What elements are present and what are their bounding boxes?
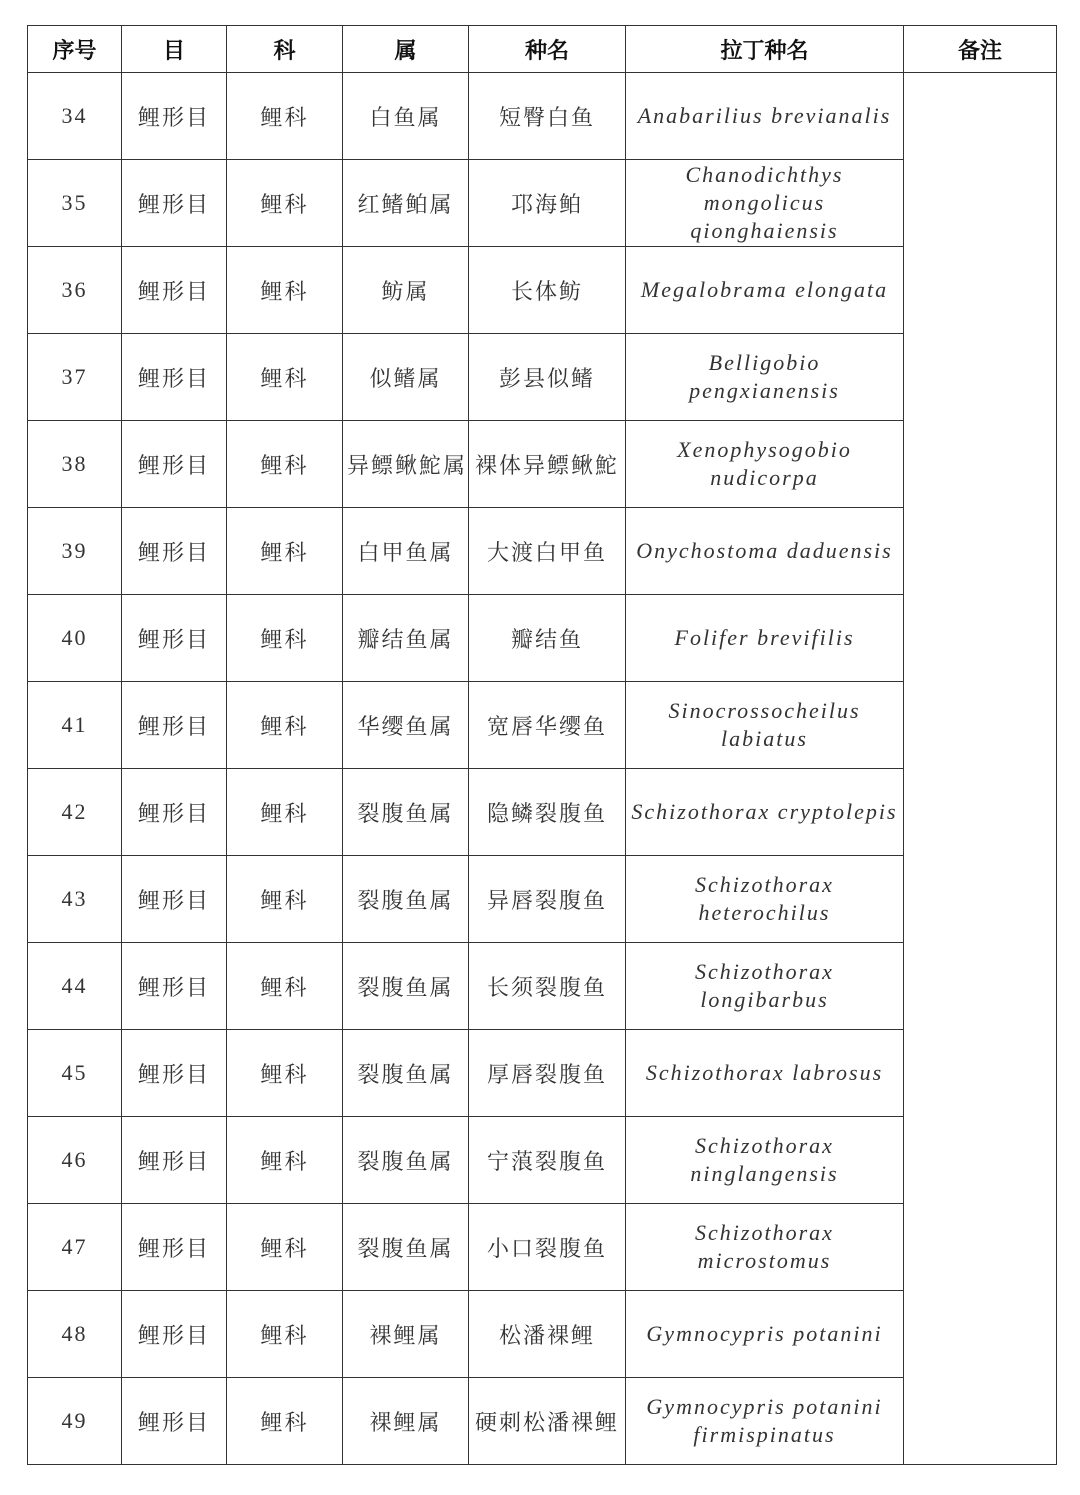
cell-species: 瓣结鱼 — [469, 595, 626, 682]
table-row — [28, 247, 1057, 334]
cell-latin-name: Gymnocypris potanini — [626, 1291, 904, 1378]
cell-order: 鲤形目 — [122, 1291, 227, 1378]
cell-genus: 鲂属 — [343, 247, 469, 334]
cell-order: 鲤形目 — [122, 160, 227, 247]
table-row — [28, 1204, 1057, 1291]
cell-index: 44 — [28, 943, 122, 1030]
cell-genus: 瓣结鱼属 — [343, 595, 469, 682]
cell-family: 鲤科 — [227, 1204, 343, 1291]
cell-order: 鲤形目 — [122, 334, 227, 421]
header-index: 序号 — [28, 26, 122, 73]
species-table — [27, 25, 1057, 1465]
cell-genus: 异鳔鳅鮀属 — [343, 421, 469, 508]
cell-genus: 红鳍鲌属 — [343, 160, 469, 247]
cell-order: 鲤形目 — [122, 508, 227, 595]
cell-genus: 白鱼属 — [343, 73, 469, 160]
table-row — [28, 1378, 1057, 1465]
cell-species: 松潘裸鲤 — [469, 1291, 626, 1378]
cell-order: 鲤形目 — [122, 1030, 227, 1117]
cell-order: 鲤形目 — [122, 247, 227, 334]
cell-index: 41 — [28, 682, 122, 769]
cell-family: 鲤科 — [227, 73, 343, 160]
cell-order: 鲤形目 — [122, 856, 227, 943]
cell-family: 鲤科 — [227, 943, 343, 1030]
table-row — [28, 508, 1057, 595]
cell-order: 鲤形目 — [122, 1204, 227, 1291]
cell-family: 鲤科 — [227, 247, 343, 334]
cell-index: 39 — [28, 508, 122, 595]
cell-index: 45 — [28, 1030, 122, 1117]
cell-latin-name: Chanodichthys mongolicus qionghaiensis — [626, 160, 904, 247]
cell-genus: 裸鲤属 — [343, 1291, 469, 1378]
cell-index: 46 — [28, 1117, 122, 1204]
cell-latin-name: Megalobrama elongata — [626, 247, 904, 334]
cell-latin-name: Schizothorax cryptolepis — [626, 769, 904, 856]
table-row — [28, 1291, 1057, 1378]
cell-order: 鲤形目 — [122, 73, 227, 160]
cell-latin-name: Anabarilius brevianalis — [626, 73, 904, 160]
cell-genus: 裂腹鱼属 — [343, 1030, 469, 1117]
table-row — [28, 856, 1057, 943]
header-genus: 属 — [343, 26, 469, 73]
cell-order: 鲤形目 — [122, 1378, 227, 1465]
cell-order: 鲤形目 — [122, 1117, 227, 1204]
cell-order: 鲤形目 — [122, 943, 227, 1030]
cell-order: 鲤形目 — [122, 769, 227, 856]
cell-species: 异唇裂腹鱼 — [469, 856, 626, 943]
cell-family: 鲤科 — [227, 334, 343, 421]
cell-latin-name: Onychostoma daduensis — [626, 508, 904, 595]
cell-species: 硬刺松潘裸鲤 — [469, 1378, 626, 1465]
cell-order: 鲤形目 — [122, 682, 227, 769]
cell-index: 43 — [28, 856, 122, 943]
cell-genus: 裂腹鱼属 — [343, 856, 469, 943]
cell-family: 鲤科 — [227, 595, 343, 682]
cell-order: 鲤形目 — [122, 421, 227, 508]
cell-species: 长须裂腹鱼 — [469, 943, 626, 1030]
cell-remark — [904, 73, 1057, 1465]
cell-genus: 裂腹鱼属 — [343, 943, 469, 1030]
cell-family: 鲤科 — [227, 1291, 343, 1378]
cell-species: 宁蒗裂腹鱼 — [469, 1117, 626, 1204]
cell-family: 鲤科 — [227, 1030, 343, 1117]
cell-latin-name: Xenophysogobio nudicorpa — [626, 421, 904, 508]
cell-family: 鲤科 — [227, 508, 343, 595]
cell-genus: 裂腹鱼属 — [343, 1204, 469, 1291]
header-latin-name: 拉丁种名 — [626, 26, 904, 73]
cell-latin-name: Gymnocypris potanini firmispinatus — [626, 1378, 904, 1465]
cell-index: 35 — [28, 160, 122, 247]
cell-species: 彭县似鳍 — [469, 334, 626, 421]
cell-index: 40 — [28, 595, 122, 682]
cell-index: 47 — [28, 1204, 122, 1291]
cell-family: 鲤科 — [227, 160, 343, 247]
cell-genus: 裂腹鱼属 — [343, 769, 469, 856]
header-remark: 备注 — [904, 26, 1057, 73]
cell-index: 36 — [28, 247, 122, 334]
cell-species: 宽唇华缨鱼 — [469, 682, 626, 769]
table-row — [28, 73, 1057, 160]
table-row — [28, 1117, 1057, 1204]
table-row — [28, 160, 1057, 247]
cell-family: 鲤科 — [227, 421, 343, 508]
cell-genus: 裸鲤属 — [343, 1378, 469, 1465]
cell-genus: 裂腹鱼属 — [343, 1117, 469, 1204]
cell-index: 38 — [28, 421, 122, 508]
header-order: 目 — [122, 26, 227, 73]
header-row — [28, 26, 1057, 73]
cell-family: 鲤科 — [227, 856, 343, 943]
table-row — [28, 769, 1057, 856]
cell-index: 42 — [28, 769, 122, 856]
cell-latin-name: Schizothorax microstomus — [626, 1204, 904, 1291]
header-family: 科 — [227, 26, 343, 73]
table-row — [28, 595, 1057, 682]
table-row — [28, 1030, 1057, 1117]
cell-order: 鲤形目 — [122, 595, 227, 682]
cell-latin-name: Schizothorax heterochilus — [626, 856, 904, 943]
cell-family: 鲤科 — [227, 769, 343, 856]
cell-latin-name: Schizothorax labrosus — [626, 1030, 904, 1117]
cell-species: 大渡白甲鱼 — [469, 508, 626, 595]
cell-species: 裸体异鳔鳅鮀 — [469, 421, 626, 508]
cell-latin-name: Belligobio pengxianensis — [626, 334, 904, 421]
cell-species: 邛海鲌 — [469, 160, 626, 247]
cell-family: 鲤科 — [227, 1378, 343, 1465]
table-row — [28, 682, 1057, 769]
cell-family: 鲤科 — [227, 1117, 343, 1204]
cell-species: 厚唇裂腹鱼 — [469, 1030, 626, 1117]
cell-species: 长体鲂 — [469, 247, 626, 334]
cell-species: 隐鳞裂腹鱼 — [469, 769, 626, 856]
cell-genus: 白甲鱼属 — [343, 508, 469, 595]
table-row — [28, 334, 1057, 421]
cell-index: 34 — [28, 73, 122, 160]
cell-latin-name: Schizothorax longibarbus — [626, 943, 904, 1030]
cell-family: 鲤科 — [227, 682, 343, 769]
header-species: 种名 — [469, 26, 626, 73]
cell-index: 37 — [28, 334, 122, 421]
cell-latin-name: Schizothorax ninglangensis — [626, 1117, 904, 1204]
cell-species: 小口裂腹鱼 — [469, 1204, 626, 1291]
cell-latin-name: Folifer brevifilis — [626, 595, 904, 682]
cell-index: 49 — [28, 1378, 122, 1465]
table-body — [28, 73, 1057, 1465]
cell-latin-name: Sinocrossocheilus labiatus — [626, 682, 904, 769]
cell-index: 48 — [28, 1291, 122, 1378]
cell-species: 短臀白鱼 — [469, 73, 626, 160]
cell-genus: 似鳍属 — [343, 334, 469, 421]
table-row — [28, 943, 1057, 1030]
table-row — [28, 421, 1057, 508]
cell-genus: 华缨鱼属 — [343, 682, 469, 769]
